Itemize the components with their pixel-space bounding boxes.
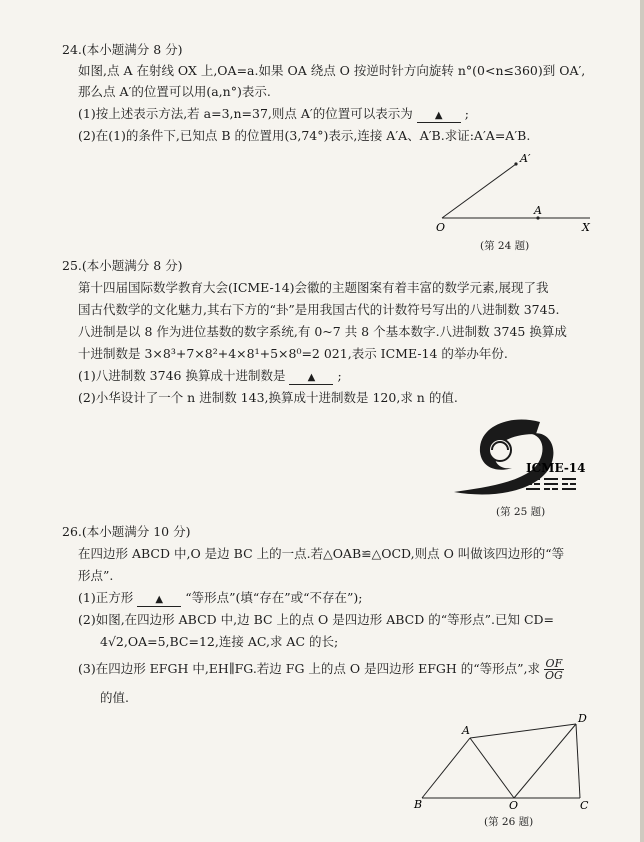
answer-blank: ▲ — [289, 372, 333, 385]
q24-part2: (2)在(1)的条件下,已知点 B 的位置用(3,74°)表示,连接 A′A、A′B.求证:A′A=A′B. — [78, 128, 531, 143]
q25-part2: (2)小华设计了一个 n 进制数 143,换算成十进制数是 120,求 n 的值. — [78, 390, 458, 405]
q25-line2: 国古代数学的文化魅力,其右下方的“卦”是用我国古代的计数符号写出的八进制数 3745. — [78, 302, 560, 317]
q25-line3: 八进制是以 8 作为进位基数的数字系统,有 0~7 共 8 个基本数字.八进制数 3745 换算成 — [78, 324, 567, 339]
answer-blank: ▲ — [137, 594, 181, 607]
segment-od — [514, 724, 576, 798]
segment-ba — [422, 738, 470, 798]
icme-logo — [440, 408, 600, 500]
q24-line1: 如图,点 A 在射线 OX 上,OA=a.如果 OA 绕点 O 按逆时针方向旋转 n°(0<n≤360)到 OA′, — [78, 63, 586, 78]
q26-part3-text: (3)在四边形 EFGH 中,EH∥FG.若边 FG 上的点 O 是四边形 EFGH 的“等形点”,求 — [78, 661, 540, 676]
q26-caption: (第 26 题) — [484, 816, 534, 828]
label-a: A — [462, 724, 470, 737]
q24-caption: (第 24 题) — [480, 240, 530, 252]
q26-part2-line1: (2)如图,在四边形 ABCD 中,边 BC 上的点 O 是四边形 ABCD 的“等形点”.已知 CD= — [78, 612, 555, 627]
q25-line1: 第十四届国际数学教育大会(ICME-14)会徽的主题图案有着丰富的数学元素,展现了我 — [78, 280, 549, 295]
q26-part3 — [78, 658, 564, 681]
label-a-prime: A′ — [520, 152, 531, 165]
q24-part1-text: (1)按上述表示方法,若 a=3,n=37,则点 A′的位置可以表示为 — [78, 106, 413, 121]
q26-figure — [408, 712, 594, 812]
q25-part1-end: ; — [337, 368, 342, 383]
q26-part2-line2: 4√2,OA=5,BC=12,连接 AC,求 AC 的长; — [100, 634, 339, 649]
segment-dc — [576, 724, 580, 798]
q24-part1 — [78, 106, 469, 123]
label-d: D — [578, 712, 587, 725]
q24-title: 24.(本小题满分 8 分) — [62, 42, 183, 57]
label-b: B — [414, 798, 423, 811]
q25-part1-text: (1)八进制数 3746 换算成十进制数是 — [78, 368, 286, 383]
q24-line2: 那么点 A′的位置可以用(a,n°)表示. — [78, 84, 271, 99]
answer-blank: ▲ — [417, 110, 461, 123]
label-c: C — [580, 799, 589, 812]
label-o: O — [436, 221, 446, 234]
q25-caption: (第 25 题) — [496, 506, 546, 518]
q25-part1 — [78, 368, 342, 385]
segment-ao — [470, 738, 514, 798]
q24-part1-end: ; — [464, 106, 469, 121]
label-o: O — [509, 799, 519, 812]
q26-part1 — [78, 590, 363, 607]
fraction-numerator: OF — [545, 657, 563, 670]
point-a-prime — [514, 162, 517, 165]
q26-part3-end: 的值. — [100, 690, 129, 705]
label-a: A — [534, 204, 542, 217]
page-edge — [640, 0, 644, 842]
q26-title: 26.(本小题满分 10 分) — [62, 524, 191, 539]
label-x: X — [582, 221, 590, 234]
q26-line1: 在四边形 ABCD 中,O 是边 BC 上的一点.若△OAB≌△OCD,则点 O 叫做该四边形的“等 — [78, 546, 565, 561]
segment-ad — [470, 724, 576, 738]
logo-bars — [526, 478, 576, 490]
q26-line2: 形点”. — [78, 568, 114, 583]
segment-oa-prime — [442, 164, 516, 218]
q26-part1-text: (1)正方形 — [78, 590, 134, 605]
q25-title: 25.(本小题满分 8 分) — [62, 258, 183, 273]
fraction-of-og — [544, 658, 564, 681]
q26-part1-end: “等形点”(填“存在”或“不存在”); — [185, 590, 363, 605]
logo-text: ICME-14 — [526, 461, 586, 475]
fraction-denominator: OG — [544, 669, 563, 682]
q25-line4: 十进制数是 3×8³+7×8²+4×8¹+5×8⁰=2 021,表示 ICME-14 的举办年份. — [78, 346, 508, 361]
q24-figure — [420, 150, 600, 235]
